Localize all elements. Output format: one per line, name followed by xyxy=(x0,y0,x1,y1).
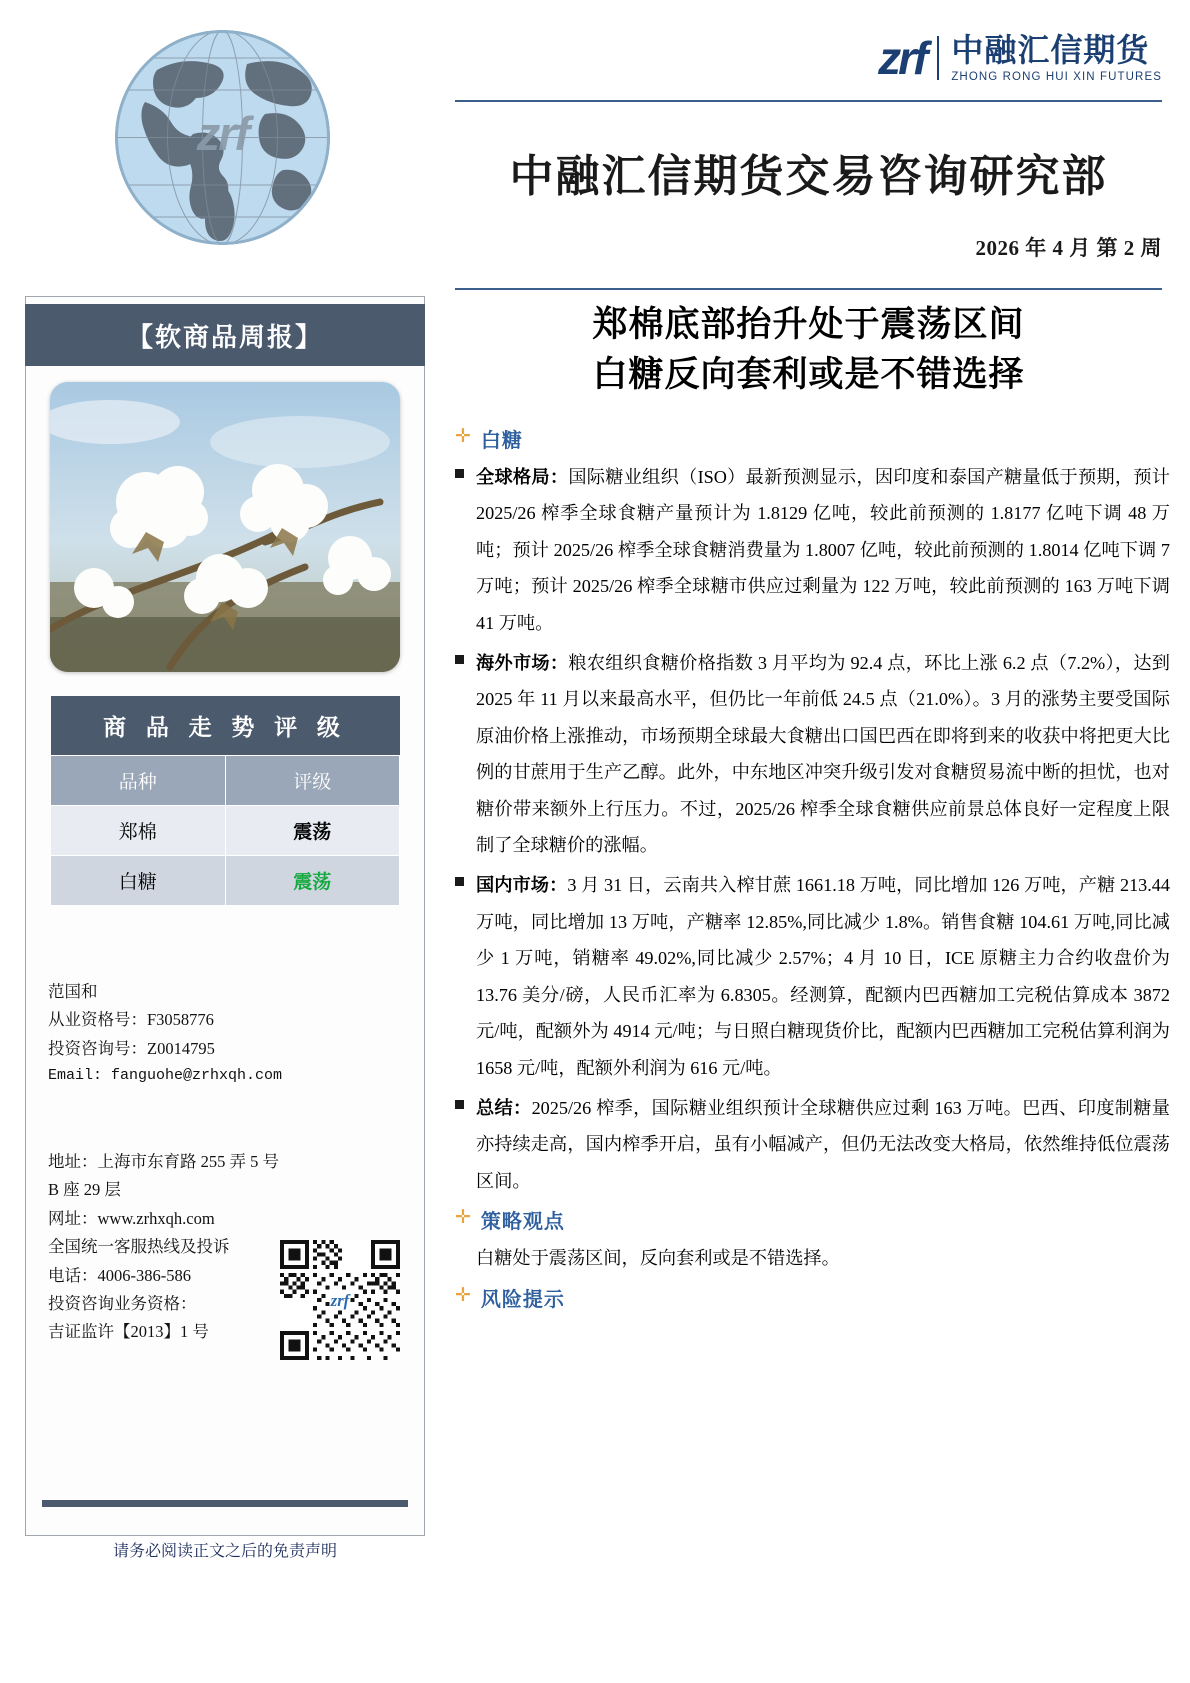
headline-line-2: 白糖反向套利或是不错选择 xyxy=(592,354,1025,394)
company-hotline-label: 全国统一客服热线及投诉 xyxy=(48,1237,230,1257)
analyst-qualification: 从业资格号：F3058776 xyxy=(48,1010,214,1030)
analyst-info xyxy=(48,978,388,1089)
bullet-text-global: 国际糖业组织（ISO）最新预测显示，因印度和泰国产糖量低于预期，预计 2025/26 榨季全球食糖产量预计为 1.8129 亿吨，较此前预测的 1.8177 亿吨下调 48 万吨；预计 2025/26 榨季全球食糖消费量为 1.8007 亿吨，较此前预测的 1.8014 亿吨下调 7 万吨；预计 2025/26 榨季全球糖市供应过剩量为 122 万吨，较此前预测的 163 万吨下调 41 万吨。 xyxy=(476,467,1170,633)
rating-variety-cotton: 郑棉 xyxy=(51,806,226,856)
section-label-strategy: 策略观点 xyxy=(480,1211,565,1234)
table-row xyxy=(51,806,400,856)
brand-name-en: ZHONG RONG HUI XIN FUTURES xyxy=(951,70,1162,83)
company-brand xyxy=(878,34,1162,83)
brand-divider xyxy=(937,36,939,80)
company-website[interactable]: 网址：www.zrhxqh.com xyxy=(48,1208,215,1228)
headline-line-1: 郑棉底部抬升处于震荡区间 xyxy=(592,305,1025,344)
rating-table-title-row xyxy=(51,696,400,756)
brand-name-cn: 中融汇信期货 xyxy=(951,32,1150,68)
list-item xyxy=(455,867,1170,1085)
rating-variety-sugar: 白糖 xyxy=(51,856,226,906)
section-heading-sugar xyxy=(455,424,1170,453)
square-bullet-icon xyxy=(455,1100,464,1109)
department-title: 中融汇信期货交易咨询研究部 xyxy=(509,152,1108,201)
section-heading-risk xyxy=(455,1283,1170,1312)
company-license-label: 投资咨询业务资格： xyxy=(48,1293,197,1313)
header-rule-2 xyxy=(455,288,1162,290)
svg-text:zrf: zrf xyxy=(330,1291,350,1311)
report-headline xyxy=(455,300,1162,399)
analyst-email[interactable]: Email: fanguohe@zrhxqh.com xyxy=(48,1067,283,1085)
globe-logo xyxy=(115,30,330,245)
plus-marker-icon: ✛ xyxy=(455,1207,471,1229)
sidebar-footer-bar xyxy=(42,1500,408,1507)
issue-date: 2026 年 4 月 第 2 周 xyxy=(975,236,1162,260)
rating-col-header-variety: 品种 xyxy=(51,756,226,806)
bullet-text-summary: 2025/26 榨季，国际糖业组织预计全球糖供应过剩 163 万吨。巴西、印度制糖量亦持续走高，国内榨季开启，虽有小幅减产，但仍无法改变大格局，依然维持低位震荡区间。 xyxy=(476,1097,1170,1191)
rating-col-header-rating: 评级 xyxy=(225,756,400,806)
report-body xyxy=(455,418,1170,1318)
strategy-paragraph: 白糖处于震荡区间，反向套利或是不错选择。 xyxy=(476,1248,840,1269)
brand-logo-mark: zrf xyxy=(878,32,926,85)
square-bullet-icon xyxy=(455,655,464,664)
rating-value-cotton: 震荡 xyxy=(225,806,400,856)
list-item xyxy=(455,459,1170,641)
square-bullet-icon xyxy=(455,877,464,886)
bullet-title-summary: 总结： xyxy=(476,1097,532,1118)
company-address: 地址：上海市东育路 255 弄 5 号 B 座 29 层 xyxy=(48,1152,279,1200)
bullet-title-overseas: 海外市场： xyxy=(476,653,569,674)
bullet-title-global: 全球格局： xyxy=(476,467,569,487)
bullet-text-overseas: 粮农组织食糖价格指数 3 月平均为 92.4 点，环比上涨 6.2 点（7.2%），达到 2025 年 11 月以来最高水平，但仍比一年前低 24.5 点（21.0%）。3 月的涨势主要受国际原油价格上涨推动，市场预期全球最大食糖出口国巴西在即将到来的收获中将把更大比例的甘蔗用于生产乙醇。此外，中东地区冲突升级引发对食糖贸易流中断的担忧，也对糖价带来额外上行压力。不过，2025/26 榨季全球食糖供应前景总体良好一定程度上限制了全球糖价的涨幅。 xyxy=(476,653,1170,856)
rating-value-sugar: 震荡 xyxy=(225,856,400,906)
disclaimer-note: 请务必阅读正文之后的免责声明 xyxy=(112,1543,337,1560)
commodity-rating-table xyxy=(50,696,400,906)
plus-marker-icon: ✛ xyxy=(455,1284,471,1306)
bullet-text-domestic: 3 月 31 日，云南共入榨甘蔗 1661.18 万吨，同比增加 126 万吨，产糖 213.44 万吨，同比增加 13 万吨，产糖率 12.85%,同比减少 1.8%。销售食糖 104.61 万吨,同比减少 1 万吨，销糖率 49.02%,同比减少 2.57%；4 月 10 日，ICE 原糖主力合约收盘价为 13.76 美分/磅，人民币汇率为 6.8305。经测算，配额内巴西糖加工完税估算成本 3872 元/吨，配额外为 4914 元/吨；与日照白糖现货价比，配额内巴西糖加工完税估算利润为 1658 元/吨，配额外利润为 616 元/吨。 xyxy=(476,875,1170,1078)
plus-marker-icon: ✛ xyxy=(455,426,471,447)
rating-table-header-row xyxy=(51,756,400,806)
table-row xyxy=(51,856,400,906)
header-rule xyxy=(455,100,1162,102)
square-bullet-icon xyxy=(455,469,464,478)
section-label-sugar: 白糖 xyxy=(480,430,523,452)
section-label-risk: 风险提示 xyxy=(480,1288,565,1311)
globe-wordmark: zrf xyxy=(196,107,249,160)
qr-code[interactable] xyxy=(280,1240,400,1360)
company-info xyxy=(48,1148,288,1347)
analyst-name: 范国和 xyxy=(48,982,98,1001)
list-item xyxy=(455,645,1170,863)
section-heading-strategy xyxy=(455,1205,1170,1234)
list-item xyxy=(455,1090,1170,1199)
bullet-title-domestic: 国内市场： xyxy=(476,875,568,896)
rating-table-title: 商 品 走 势 评 级 xyxy=(51,696,400,756)
sidebar-title: 【软商品周报】 xyxy=(25,304,425,366)
company-license-no: 吉证监许【2013】1 号 xyxy=(48,1322,209,1342)
cotton-photo xyxy=(50,382,400,672)
company-phone: 电话：4006-386-586 xyxy=(48,1265,191,1285)
analyst-consult-no: 投资咨询号：Z0014795 xyxy=(48,1038,215,1058)
